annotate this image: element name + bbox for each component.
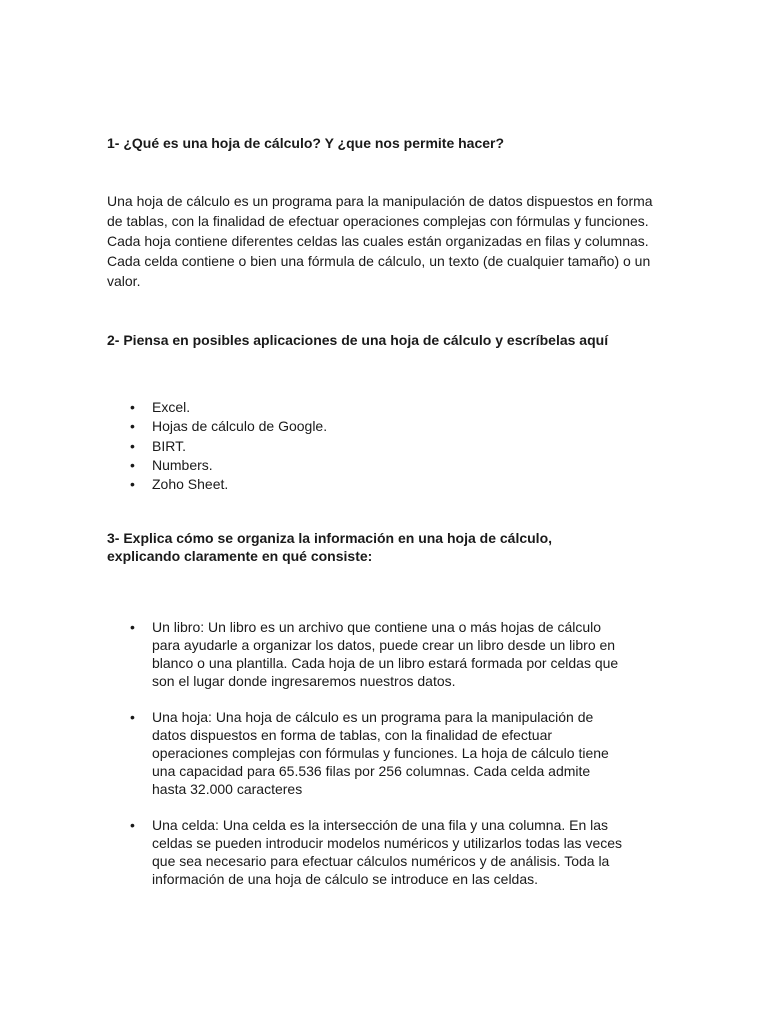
list-item-text: Una celda: Una celda es la intersección de una fila y una columna. En las celdas se pueden introducir modelos numéricos y utilizarlos todas las veces que sea necesario para efectuar cálculos numéricos y de análisis. Toda la información de una hoja de cálculo se introduce en las celdas. [152, 817, 623, 887]
list-item-text: Hojas de cálculo de Google. [152, 418, 328, 435]
list-item-libro [107, 618, 627, 690]
list-item-hoja [107, 708, 627, 798]
question-2-heading: 2- Piensa en posibles aplicaciones de una hoja de cálculo y escríbelas aquí [107, 332, 609, 348]
question-3-heading [107, 529, 552, 565]
question-1-heading: 1- ¿Qué es una hoja de cálculo? Y ¿que nos permite hacer? [107, 135, 505, 151]
list-item-text: Un libro: Un libro es un archivo que contiene una o más hojas de cálculo para ayudarle a organizar los datos, puede crear un libro desde un libro en blanco o una plantilla. Cada hoja de un libro estará formada por celdas que son el lugar donde ingresaremos nuestros datos. [152, 619, 619, 689]
list-item-text: BIRT. [152, 437, 186, 454]
bullet-icon: • [130, 619, 135, 635]
question-1-answer: Una hoja de cálculo es un programa para la manipulación de datos dispuestos en forma de tablas, con la finalidad de efectuar operaciones complejas con fórmulas y funciones. Cada hoja contiene diferentes celdas las cuales están organizadas en filas y columnas. Cada celda contiene o bien una fórmula de cálculo, un texto (de cualquier tamaño) o un valor. [107, 193, 653, 289]
bullet-icon: • [130, 476, 135, 492]
question-3-heading-line-1: 3- Explica cómo se organiza la información en una hoja de cálculo, [107, 530, 553, 546]
question-3-heading-line-2: explicando claramente en qué consiste: [107, 548, 373, 564]
list-item-text: Zoho Sheet. [152, 476, 229, 492]
list-item-text: Una hoja: Una hoja de cálculo es un programa para la manipulación de datos dispuestos en forma de tablas, con la finalidad de efectuar operaciones complejas con fórmulas y funciones. La hoja de cálculo tiene una capacidad para 65.536 filas por 256 columnas. Cada celda admite hasta 32.000 caracteres [152, 709, 609, 797]
list-item [107, 417, 327, 436]
list-item-text: Numbers. [152, 456, 213, 473]
list-item-text: Excel. [152, 399, 191, 415]
bullet-icon: • [130, 399, 135, 415]
list-item [107, 437, 327, 456]
bullet-icon: • [130, 418, 135, 435]
applications-list [107, 398, 327, 494]
bullet-icon: • [130, 709, 135, 725]
bullet-icon: • [130, 437, 135, 454]
organization-list [107, 618, 627, 888]
list-item [107, 456, 327, 475]
bullet-icon: • [130, 456, 135, 473]
list-item [107, 398, 327, 417]
bullet-icon: • [130, 817, 135, 833]
list-item [107, 475, 327, 494]
list-item-celda [107, 816, 627, 888]
